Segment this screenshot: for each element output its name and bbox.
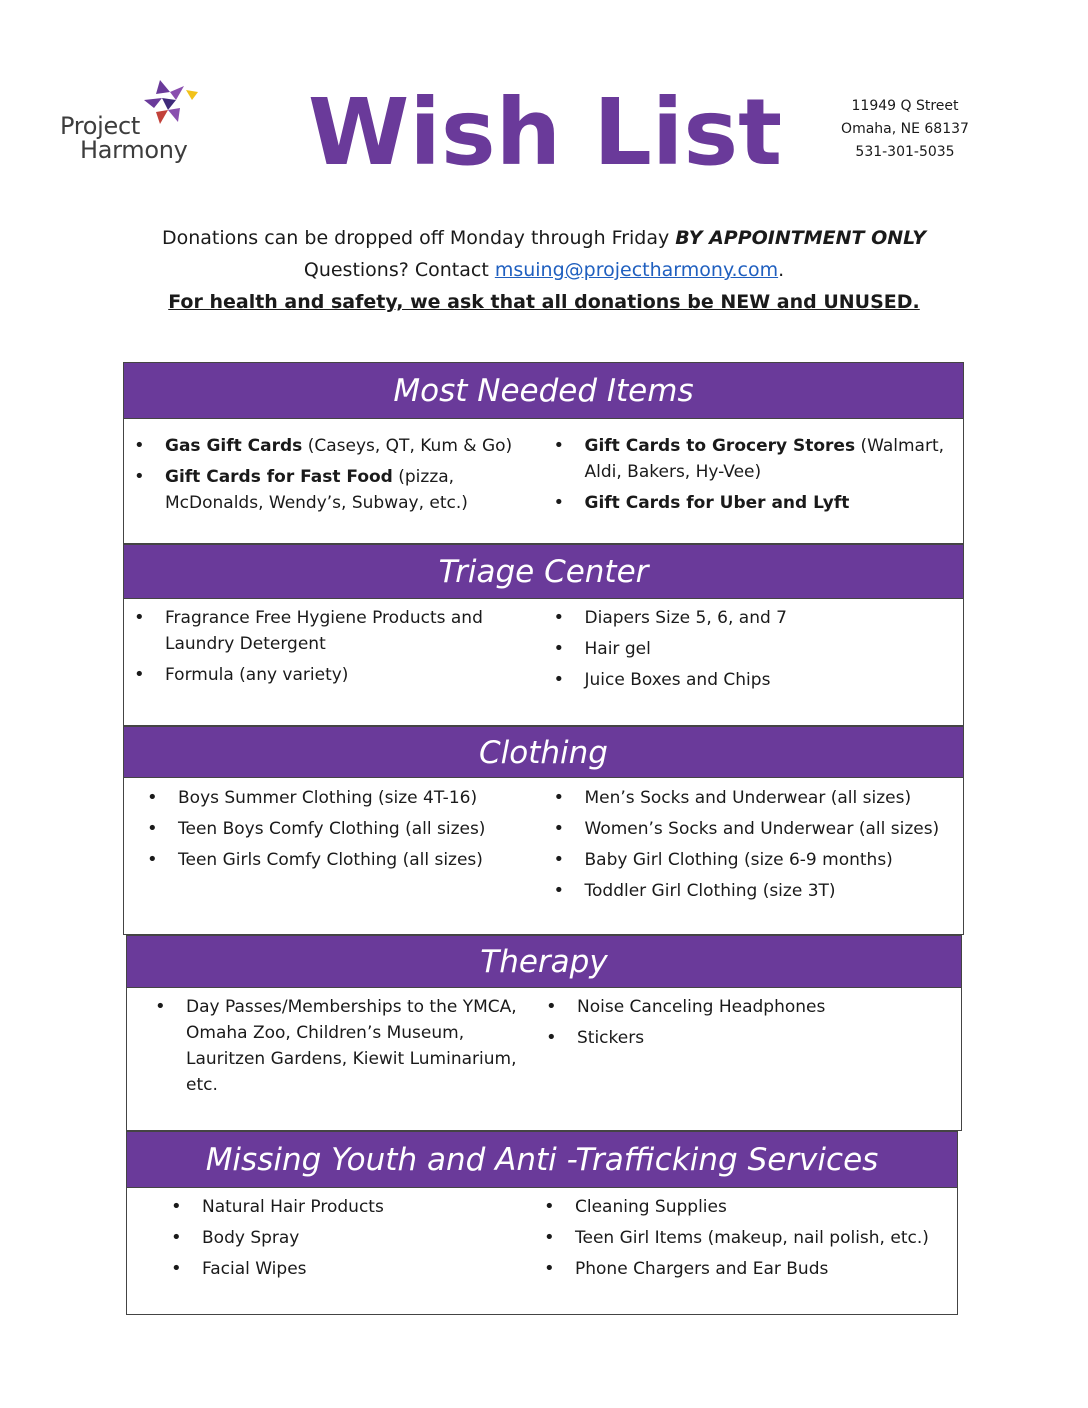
logo-text <box>60 114 188 162</box>
address-block <box>820 95 990 164</box>
list-item <box>544 816 954 842</box>
item-text: (Caseys, QT, Kum & Go) <box>302 436 513 456</box>
section-title: Clothing <box>123 726 964 778</box>
list-item <box>145 994 524 1098</box>
item-columns <box>124 605 963 725</box>
list-item <box>536 1025 951 1051</box>
list-item <box>137 785 524 811</box>
item-text: Cleaning Supplies <box>575 1197 727 1217</box>
logo-line-2: Harmony <box>80 136 188 164</box>
questions-text: Questions? Contact <box>303 259 495 281</box>
list-item <box>536 994 951 1020</box>
list-item <box>137 847 524 873</box>
list-item <box>544 433 954 485</box>
item-emphasis: Gift Cards for Fast Food <box>165 467 393 487</box>
item-list <box>145 994 524 1103</box>
item-columns <box>127 994 961 1130</box>
list-item <box>544 785 954 811</box>
section-title: Most Needed Items <box>123 362 964 419</box>
item-list <box>536 994 951 1056</box>
section-clothing <box>123 726 964 935</box>
list-item <box>124 605 524 657</box>
section-most-needed-items <box>123 362 964 544</box>
list-item <box>544 667 954 693</box>
list-item <box>161 1194 522 1220</box>
column-right <box>542 1194 957 1314</box>
list-item <box>544 847 954 873</box>
safety-notice: For health and safety, we ask that all donations be NEW and UNUSED. <box>168 291 920 313</box>
section-title: Missing Youth and Anti -Trafficking Services <box>126 1131 958 1188</box>
appointment-only: BY APPOINTMENT ONLY <box>675 227 927 249</box>
column-left <box>127 994 544 1130</box>
item-text: Juice Boxes and Chips <box>584 670 771 690</box>
section-title: Triage Center <box>123 544 964 599</box>
list-item <box>124 433 524 459</box>
column-right <box>544 785 964 934</box>
item-text: Formula (any variety) <box>165 665 349 685</box>
item-emphasis: Gas Gift Cards <box>165 436 303 456</box>
item-text: Hair gel <box>584 639 651 659</box>
item-text: Teen Boys Comfy Clothing (all sizes) <box>178 819 486 839</box>
list-item <box>137 816 524 842</box>
item-list <box>544 785 954 909</box>
list-item <box>544 636 954 662</box>
item-text: Teen Girl Items (makeup, nail polish, etc.) <box>575 1228 929 1248</box>
item-list <box>137 785 524 878</box>
list-item <box>124 464 524 516</box>
column-left <box>124 785 544 934</box>
list-item <box>544 878 954 904</box>
address-city: Omaha, NE 68137 <box>841 121 969 137</box>
section-missing-youth-and-anti-trafficking-services <box>126 1131 958 1315</box>
dropoff-text: Donations can be dropped off Monday through Friday <box>161 227 676 249</box>
section-triage-center <box>123 544 964 726</box>
column-right <box>544 605 964 725</box>
address-phone: 531-301-5035 <box>855 144 955 160</box>
item-text: Baby Girl Clothing (size 6-9 months) <box>584 850 893 870</box>
list-item <box>544 490 954 516</box>
item-text: Boys Summer Clothing (size 4T-16) <box>178 788 478 808</box>
list-item <box>534 1256 947 1282</box>
list-item <box>124 662 524 688</box>
item-text: Fragrance Free Hygiene Products and Laundry Detergent <box>165 608 483 654</box>
item-text: Stickers <box>577 1028 645 1048</box>
list-item <box>161 1225 522 1251</box>
item-list <box>161 1194 522 1287</box>
item-text: Body Spray <box>202 1228 300 1248</box>
item-text: Diapers Size 5, 6, and 7 <box>584 608 787 628</box>
item-columns <box>124 433 963 543</box>
list-item <box>534 1194 947 1220</box>
section-therapy <box>126 935 962 1131</box>
item-text: Men’s Socks and Underwear (all sizes) <box>584 788 912 808</box>
page-title: Wish List <box>307 79 783 186</box>
item-emphasis: Gift Cards for Uber and Lyft <box>584 493 850 513</box>
column-right <box>544 994 961 1130</box>
item-list <box>544 433 954 521</box>
item-text: Day Passes/Memberships to the YMCA, Omaha Zoo, Children’s Museum, Lauritzen Gardens, Kiewit Luminarium, etc. <box>186 997 517 1095</box>
item-text: Facial Wipes <box>202 1259 307 1279</box>
section-title: Therapy <box>126 935 962 988</box>
list-item <box>534 1225 947 1251</box>
logo-line-1: Project <box>60 112 141 140</box>
list-item <box>161 1256 522 1282</box>
column-right <box>544 433 964 543</box>
column-left <box>127 1194 542 1314</box>
item-list <box>534 1194 947 1287</box>
list-item <box>544 605 954 631</box>
column-left <box>124 605 544 725</box>
item-text: Noise Canceling Headphones <box>577 997 826 1017</box>
item-list <box>544 605 954 698</box>
item-columns <box>124 785 963 934</box>
questions-line <box>0 254 1088 286</box>
item-text: Women’s Socks and Underwear (all sizes) <box>584 819 940 839</box>
questions-suffix: . <box>778 259 785 281</box>
email-link[interactable]: msuing@projectharmony.com <box>494 259 779 281</box>
item-text: (Walmart, Aldi, Bakers, Hy-Vee) <box>584 436 945 482</box>
column-left <box>124 433 544 543</box>
address-street: 11949 Q Street <box>851 98 959 114</box>
item-text: Teen Girls Comfy Clothing (all sizes) <box>178 850 483 870</box>
item-text: Phone Chargers and Ear Buds <box>575 1259 829 1279</box>
item-emphasis: Gift Cards to Grocery Stores <box>584 436 856 456</box>
item-text: Toddler Girl Clothing (size 3T) <box>584 881 836 901</box>
item-text: Natural Hair Products <box>202 1197 384 1217</box>
item-list <box>124 433 524 521</box>
dropoff-line <box>0 222 1088 254</box>
item-list <box>124 605 524 693</box>
item-text: (pizza, McDonalds, Wendy’s, Subway, etc.) <box>165 467 468 513</box>
intro <box>0 222 1088 318</box>
item-columns <box>127 1194 957 1314</box>
logo <box>60 78 230 174</box>
